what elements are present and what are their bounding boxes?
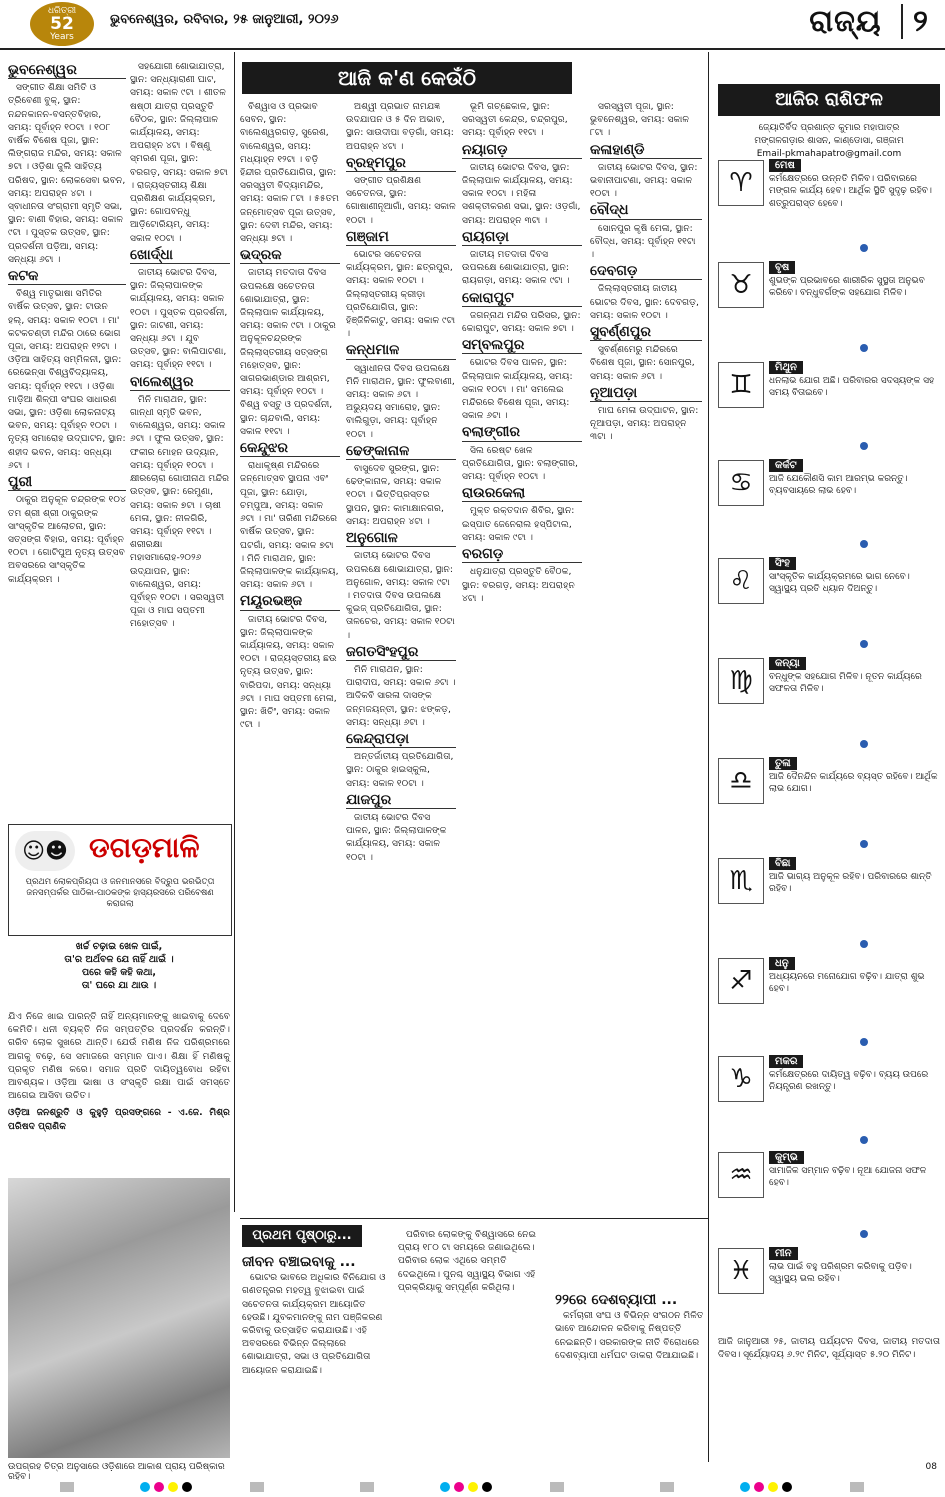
sign-text: ଆଜି ଦୈନନ୍ଦିନ କାର୍ଯ୍ୟରେ ବ୍ୟସ୍ତ ରହିବେ। ଆର୍ଥିକ ଲାଭ ଯୋଗ। bbox=[769, 771, 938, 794]
city-events: ଜାତୀୟ ଭୋଟର ଦିବସ, ସ୍ଥାନ: ଭବାନୀପାଟଣା, ସମୟ: ସକାଳ ୧୦ଟା । bbox=[590, 161, 698, 200]
horoscope-byline bbox=[718, 122, 940, 161]
city-events: ସରସ୍ୱତୀ ପୂଜା, ସ୍ଥାନ: ଭୁବନେଶ୍ୱର, ସମୟ: ସକାଳ ୮ଟା । bbox=[590, 101, 689, 139]
city-events: ଜାତୀୟ ଭୋଟର ଦିବସ, ସ୍ଥାନ: ଜିଲ୍ଲାପାଳଙ୍କ କାର୍ଯ୍ୟାଳୟ, ସମୟ: ସକାଳ ୧୦ଟା । ରାଜ୍ୟସ୍ତରୀୟ ଛଉ ନୃତ୍ୟ ଉତ୍ସବ, ସ୍ଥାନ: ବାରିପଦା, ସମୟ: ସନ୍ଧ୍ୟା ୬ଟା । ମାଘ ସପ୍ତମୀ ମେଳା, ସ୍ଥାନ: ଖିଚିଂ, ସମୟ: ସକାଳ ୯ଟା । bbox=[240, 613, 337, 731]
sign-pisces bbox=[718, 1248, 940, 1294]
logo-number: 52 bbox=[50, 13, 74, 34]
sign-leo bbox=[718, 558, 940, 604]
sign-name: କନ୍ୟା bbox=[769, 657, 806, 670]
aquarius-icon: ♒ bbox=[718, 1152, 764, 1198]
sign-text: ଶୁଭଙ୍କ ପ୍ରଭାବରେ ଶାରୀରିକ ସୁସ୍ଥତା ଅନୁଭବ କରିବେ। ବନ୍ଧୁବର୍ଗଙ୍କ ସହଯୋଗ ମିଳିବ। bbox=[769, 275, 925, 298]
cartoon-title: ଡଗଡ଼ମାଳି bbox=[89, 831, 200, 864]
sagittarius-icon: ♐ bbox=[718, 958, 764, 1004]
divider-dot bbox=[860, 740, 868, 748]
city-heading: ସୁବର୍ଣ୍ଣପୁର bbox=[590, 326, 702, 341]
cartoon-faces-icon: ☺☻ bbox=[15, 831, 75, 871]
satellite-caption: ଉପଗ୍ରହ ଚିତ୍ର ଅନୁସାରେ ଓଡ଼ିଶାରେ ଆକାଶ ପ୍ରାୟ ପରିଷ୍କାର ରହିବ। bbox=[8, 1462, 225, 1482]
city-heading: ପୁରୀ bbox=[8, 476, 126, 491]
city-heading: କୋରାପୁଟ bbox=[462, 292, 582, 307]
continued-headline: ୨୨ରେ ଦେଶବ୍ୟାପୀ ... bbox=[555, 1292, 678, 1308]
sign-text: ସାଂସ୍କୃତିକ କାର୍ଯ୍ୟକ୍ରମରେ ଭାଗ ନେବେ। ସ୍ୱାସ୍ଥ୍ୟ ପ୍ରତି ଧ୍ୟାନ ଦିଅନ୍ତୁ। bbox=[769, 571, 910, 594]
logo-years: Years bbox=[50, 31, 74, 42]
poem-line: ତା'ର ଅର୍ଥବଳ ଯେ ନାହିଁ ଥାଇଁ । bbox=[64, 954, 174, 965]
city-events: ଜାତୀୟ ମତଦାତା ଦିବସ ଉପଲକ୍ଷେ ଶୋଭାଯାତ୍ରା, ସ୍ଥାନ: ରାୟଗଡ଼ା, ସମୟ: ସକାଳ ୯ଟା । bbox=[462, 249, 570, 287]
page-number: 08 bbox=[925, 1462, 937, 1472]
astrologer-email: Email-pkmahapatro@gmail.com bbox=[756, 149, 902, 159]
print-mark bbox=[850, 1482, 864, 1492]
city-heading: ରାୟଗଡ଼ା bbox=[462, 231, 582, 246]
city-events: ଭୋଟର ସଚେତନତା କାର୍ଯ୍ୟକ୍ରମ, ସ୍ଥାନ: ଛତ୍ରପୁର, ସମୟ: ସକାଳ ୧୦ଟା । ଜିଲ୍ଲାସ୍ତରୀୟ କ୍ରୀଡ଼ା ପ୍ରତିଯୋଗିତା, ସ୍ଥାନ: ହିଞ୍ଜିଳିକାଟୁ, ସମୟ: ସକାଳ ୯ଟା । bbox=[346, 249, 456, 340]
continued-text: ଭୋଟର ଭାବରେ ଅଧିକାର ବିନିଯୋଗ ଓ ଗଣତନ୍ତ୍ରର ମହତ୍ୱ ବୁଝାଇବା ପାଇଁ ସଚେତନତା କାର୍ଯ୍ୟକ୍ରମ ଆୟୋଜିତ ହେଉଛି। ଯୁବକମାନଙ୍କୁ ନାମ ପଞ୍ଜିକରଣ କରିବାକୁ ଉତ୍ସାହିତ କରାଯାଉଛି। ଏହି ଅବସରରେ ବିଭିନ୍ନ ଜିଲ୍ଲାରେ ଶୋଭାଯାତ୍ରା, ସଭା ଓ ପ୍ରତିଯୋଗିତା ଆୟୋଜନ କରାଯାଇଛି। bbox=[242, 1272, 386, 1376]
city-heading: ନୂଆପଡ଼ା bbox=[590, 387, 702, 402]
print-mark bbox=[550, 1482, 564, 1492]
continued-column-2 bbox=[398, 1228, 548, 1460]
city-events: ଜାତୀୟ ଭୋଟର ଦିବସ ପାଳନ, ସ୍ଥାନ: ଜିଲ୍ଲାପାଳଙ୍କ କାର୍ଯ୍ୟାଳୟ, ସମୟ: ସକାଳ ୧୦ଟା । bbox=[346, 811, 447, 863]
poem bbox=[8, 940, 230, 992]
city-events: ବାସୁଦେବ ସୁରଙ୍ଗ, ସ୍ଥାନ: ଢେଙ୍କାନାଳ, ସମୟ: ସକାଳ ୧୦ଟା । ଭିତ୍ତିପ୍ରସ୍ତର ସ୍ଥାପନ, ସ୍ଥାନ: କାମାକ୍ଷାନଗର, ସମୟ: ଅପରାହ୍ନ ୪ଟା । bbox=[346, 463, 444, 527]
sign-text: ଲାଭ ପାଇଁ ବହୁ ପରିଶ୍ରମ କରିବାକୁ ପଡ଼ିବ। ସ୍ୱାସ୍ଥ୍ୟ ଭଲ ରହିବ। bbox=[769, 1261, 912, 1284]
city-heading: ଢେଙ୍କାନାଳ bbox=[346, 445, 456, 460]
sign-name: ମିଥୁନ bbox=[769, 361, 803, 374]
capricorn-icon: ♑ bbox=[718, 1056, 764, 1102]
events-column-4 bbox=[346, 100, 456, 1210]
city-events: ସୋନପୁର କୃଷି ମେଳା, ସ୍ଥାନ: ବୌଦ୍ଧ, ସମୟ: ପୂର୍ବାହ୍ନ ୧୧ଟା । bbox=[590, 222, 696, 261]
divider-dot bbox=[860, 640, 868, 648]
sign-text: ସାମାଜିକ ସମ୍ମାନ ବଢ଼ିବ। ନୂଆ ଯୋଜନା ସଫଳ ହେବ। bbox=[769, 1165, 927, 1188]
cancer-icon: ♋ bbox=[718, 460, 764, 506]
cartoon-box bbox=[8, 824, 232, 936]
continued-label: ପ୍ରଥମ ପୃଷ୍ଠାରୁ... bbox=[242, 1225, 362, 1247]
city-heading: ଖୋର୍ଦ୍ଧା bbox=[130, 249, 230, 264]
sign-cancer bbox=[718, 460, 940, 506]
sign-text: କର୍ମକ୍ଷେତ୍ରରେ ଉନ୍ନତି ମିଳିବ। ପରିବାରରେ ମଙ୍ଗଳ କାର୍ଯ୍ୟ ହେବ। ଆର୍ଥିକ ସ୍ଥିତି ସୁଦୃଢ଼ ରହିବ। ଶତ୍ରୁପରାସ୍ତ ହେବେ। bbox=[769, 173, 932, 209]
city-events: ସଙ୍ଗୀତ ଶିକ୍ଷା ସମିତି ଓ ତ୍ରିବେଣୀ ବୁକ୍, ସ୍ଥାନ: ନନ୍ଦନକାନନ-ବସନ୍ତବିହାର, ସମୟ: ପୂର୍ବାହ୍ନ ୧୦ଟା । ୧୦୮ ବାର୍ଷିକ ବିଶେଷ ପୂଜା, ସ୍ଥାନ: ଲିଙ୍ଗରାଜ ମନ୍ଦିର, ସମୟ: ସକାଳ ୭ଟା । ଓଡ଼ିଶା ଜୁଲି ସାହିତ୍ୟ ପରିଷଦ, ସ୍ଥାନ: ଲୋକସେବା ଭବନ, ସମୟ: ଅପରାହ୍ନ ୪ଟା । ସ୍ବାଧୀନତା ସଂଗ୍ରାମୀ ସ୍ମୃତି ସଭା, ସ୍ଥାନ: ବାଣୀ ବିହାର, ସମୟ: ସକାଳ ୯ଟା । ପୁସ୍ତକ ଉତ୍ସବ, ସ୍ଥାନ: ପ୍ରଦର୍ଶନୀ ପଡ଼ିଆ, ସମୟ: ସନ୍ଧ୍ୟା ୬ଟା । bbox=[8, 82, 126, 265]
sign-name: ମେଷ bbox=[769, 159, 801, 172]
city-heading: ନୟାଗଡ଼ bbox=[462, 144, 582, 159]
city-events: ସହଯୋଗୀ ଶୋଭାଯାତ୍ରା, ସ୍ଥାନ: ସନ୍ଧ୍ୟାରାଣୀ ଘାଟ, ସମୟ: ସକାଳ ୯ଟା । ଶୀତଳ ଷଷ୍ଠୀ ଯାତ୍ରା ପ୍ରସ୍ତୁତି ବୈଠକ, ସ୍ଥାନ: ଜିଲ୍ଲାପାଳ କାର୍ଯ୍ୟାଳୟ, ସମୟ: ଅପରାହ୍ନ ୪ଟା । ବିଷ୍ଣୁ ସ୍ମରଣ ପୂଜା, ସ୍ଥାନ: ବରଗଡ଼, ସମୟ: ସକାଳ ୭ଟା । ରାଜ୍ୟସ୍ତରୀୟ ଶିକ୍ଷା ପ୍ରଶିକ୍ଷଣ କାର୍ଯ୍ୟକ୍ରମ, ସ୍ଥାନ: ଗୋପବନ୍ଧୁ ଆଡ଼ିଟୋରିୟମ୍, ସମୟ: ସକାଳ ୧୦ଟା । bbox=[130, 61, 228, 244]
city-events: ସୁବର୍ଣ୍ଣମେରୁ ମନ୍ଦିରରେ ବିଶେଷ ପୂଜା, ସ୍ଥାନ: ସୋନପୁର, ସମୟ: ସକାଳ ୬ଟା । bbox=[590, 344, 695, 382]
city-events: ଧନୁଯାତ୍ରା ପ୍ରସ୍ତୁତି ବୈଠକ, ସ୍ଥାନ: ବରଗଡ଼, ସମୟ: ଅପରାହ୍ନ ୪ଟା । bbox=[462, 566, 575, 604]
city-heading: କେନ୍ଦ୍ରାପଡ଼ା bbox=[346, 733, 456, 748]
city-events: ଅଶ୍ୱୀ ପ୍ରଭାତ ନାମଯଜ୍ଞ ଉଦଯାପନ ଓ ୫ ଦିନ ଅଭାବ, ସ୍ଥାନ: ସାଉଦୀପା ବଡ଼ଗାଁ, ସମୟ: ଅପରାହ୍ନ ୪ଟା । bbox=[346, 101, 454, 152]
city-heading: ଭୁବନେଶ୍ୱର bbox=[8, 64, 126, 79]
city-events: ମୁକ୍ତ ରକ୍ତଦାନ ଶିବିର, ସ୍ଥାନ: ଇସ୍ପାତ ଜେନେରାଲ ହସ୍ପିଟାଲ, ସମୟ: ସକାଳ ୯ଟା । bbox=[462, 505, 575, 543]
events-column-2 bbox=[130, 60, 230, 790]
story-credit: ଓଡ଼ିଆ ଜନଶ୍ରୁତି ଓ କୁହୁଡ଼ି ପ୍ରସଙ୍ଗରେ - ଏ.ଜେ. ମିଶ୍ର ପରିଷଦ ପ୍ରାଣିକ bbox=[8, 1107, 230, 1132]
city-heading: ବଲାଙ୍ଗୀର bbox=[462, 426, 582, 441]
events-column-6 bbox=[590, 100, 702, 1210]
city-events: ମିନି ମାରାଥନ, ସ୍ଥାନ: ପାରାଦୀପ, ସମୟ: ସକାଳ ୬ଟା । ଆଦିକବି ସାରଳା ଦାସଙ୍କ ଜନ୍ମଜୟନ୍ତୀ, ସ୍ଥାନ: ଝଙ୍କଡ଼, ସମୟ: ସନ୍ଧ୍ୟା ୬ଟା । bbox=[346, 663, 456, 728]
print-mark bbox=[360, 1482, 374, 1492]
sign-gemini bbox=[718, 362, 940, 408]
city-heading: ମୟୂରଭଞ୍ଜ bbox=[240, 595, 340, 610]
page-marker: ୨ bbox=[901, 4, 929, 39]
city-heading: କନ୍ଧମାଳ bbox=[346, 344, 456, 359]
city-events: ଜାତୀୟ ଭୋଟର ଦିବସ ଉପଲକ୍ଷେ ଶୋଭାଯାତ୍ରା, ସ୍ଥାନ: ଅନୁଗୋଳ, ସମୟ: ସକାଳ ୯ଟା । ମତଦାତା ଦିବସ ଉପଲକ୍ଷେ କୁଇଜ୍ ପ୍ରତିଯୋଗିତା, ସ୍ଥାନ: ତାଳଚେର, ସମୟ: ସକାଳ ୧୦ଟା । bbox=[346, 550, 455, 641]
city-heading: କଳାହାଣ୍ଡି bbox=[590, 144, 702, 159]
city-heading: ଅନୁଗୋଳ bbox=[346, 532, 456, 547]
city-heading: ଦେବଗଡ଼ bbox=[590, 265, 702, 280]
virgo-icon: ♍ bbox=[718, 658, 764, 704]
sign-aries bbox=[718, 160, 940, 210]
continued-column-3 bbox=[555, 1290, 705, 1460]
print-mark bbox=[60, 1482, 74, 1492]
city-heading: ବରଗଡ଼ bbox=[462, 548, 582, 563]
section-divider bbox=[240, 1218, 708, 1219]
city-events: ରାଧାକୃଷ୍ଣ ମନ୍ଦିରରେ ଜନ୍ମୋତ୍ସବ ସ୍ଥାପନା ଏବଂ ପୂଜା, ସ୍ଥାନ: ଯୋଡ଼ା, ଚମ୍ପୁଆ, ସମୟ: ସକାଳ ୬ଟା । ମା' ତାରିଣୀ ମନ୍ଦିରରେ ବାର୍ଷିକ ଉତ୍ସବ, ସ୍ଥାନ: ଘଟଗାଁ, ସମୟ: ସକାଳ ୭ଟା । ମିନି ମାରାଥନ, ସ୍ଥାନ: ଜିଲ୍ଲାପାଳଙ୍କ କାର୍ଯ୍ୟାଳୟ, ସମୟ: ସକାଳ ୬ଟା । bbox=[240, 460, 339, 591]
city-heading: ଗଞ୍ଜାମ bbox=[346, 231, 456, 246]
cartoon-subtitle: ପ୍ରଥମ ଲୋକପ୍ରିୟତା ଓ ଜନମାନସରେ ବିଦ୍ରୁପ ଭରଭିତ୍ତା ଜନସମ୍ପର୍କର ପାଠିକା-ପାଠକଙ୍କ ହାସ୍ୟରସରେ ପରିବେଷଣ କରାଗଲା bbox=[25, 877, 215, 909]
astrologer-name: ଜ୍ୟୋତିର୍ବିଦ ପ୍ରଶାନ୍ତ କୁମାର ମହାପାତ୍ର bbox=[758, 123, 900, 133]
city-events: ଭୋଟର ଦିବସ ପାଳନ, ସ୍ଥାନ: ଜିଲ୍ଲାପାଳ କାର୍ଯ୍ୟାଳୟ, ସମୟ: ସକାଳ ୧୦ଟା । ମା' ସମଲେଇ ମନ୍ଦିରରେ ବିଶେଷ ପୂଜା, ସମୟ: ସକାଳ ୬ଟା । bbox=[462, 357, 573, 422]
page-header bbox=[0, 0, 945, 50]
sign-name: କର୍କଟ bbox=[769, 459, 803, 472]
city-heading: କଟକ bbox=[8, 270, 126, 285]
continued-headline: ଜୀବନ ବଞ୍ଚାଇବାକୁ ... bbox=[242, 1254, 356, 1270]
scorpio-icon: ♏ bbox=[718, 858, 764, 904]
city-heading: ବ୍ରହ୍ମପୁର bbox=[346, 157, 456, 172]
divider-dot bbox=[860, 840, 868, 848]
poem-line: ତା' ଘରେ ଯା ଥାଉ । bbox=[81, 980, 157, 991]
divider-dot bbox=[860, 1136, 868, 1144]
events-column-3 bbox=[240, 100, 340, 1210]
sign-name: କୁମ୍ଭ bbox=[769, 1151, 804, 1164]
today-info: ଆଜି ଜାନୁଆରୀ ୨୫, ଜାତୀୟ ପର୍ଯ୍ୟଟନ ଦିବସ, ଜାତୀୟ ମତଦାତା ଦିବସ। ସୂର୍ଯ୍ୟୋଦୟ ୬.୨୯ ମିନିଟ, ସୂର୍ଯ୍ୟାସ୍ତ ୫.୨୦ ମିନିଟ। bbox=[718, 1337, 940, 1360]
city-heading: ଭଦ୍ରକ bbox=[240, 249, 340, 264]
city-events: ବିଶ୍ୱ ମାତୃଭାଷା ସମିତିର ବାର୍ଷିକ ଉତ୍ସବ, ସ୍ଥାନ: ଟାଉନ ହଲ୍, ସମୟ: ସକାଳ ୧୦ଟା । ମା' କଟକଚଣ୍ଡୀ ମନ୍ଦିର ଠାରେ ଭୋଗ ପୂଜା, ସମୟ: ଅପରାହ୍ନ ୧୨ଟା । ଓଡ଼ିଆ ସାହିତ୍ୟ ସମ୍ମିଳନୀ, ସ୍ଥାନ: ରେଭେନ୍ସା ବିଶ୍ୱବିଦ୍ୟାଳୟ, ସମୟ: ପୂର୍ବାହ୍ନ ୧୧ଟା । ଓଡ଼ିଶା ମାଡ଼ିଆ ଶିଳ୍ପୀ ସଂଘର ସାଧାରଣ ସଭା, ସ୍ଥାନ: ଓଡ଼ିଶା ଲୋକନାଟ୍ୟ ଭବନ, ସମୟ: ପୂର୍ବାହ୍ନ ୧୦ଟା । ନୃତ୍ୟ ସମାରୋହ ଉଦ୍‌ଘାଟନ, ସ୍ଥାନ: ଶହୀଦ ଭବନ, ସମୟ: ସନ୍ଧ୍ୟା ୬ଟା । bbox=[8, 288, 126, 471]
city-heading: ବାଲେଶ୍ୱର bbox=[130, 376, 230, 391]
poem-line: ଖର୍ଚ୍ଚ ଚଢ଼ାଇ ଖେଳ ପାଇଁ, bbox=[75, 941, 163, 952]
astrologer-address: ମଙ୍ଗଳଗଡ଼ାର ଶାସନ, କାଣ୍ଡୋସା, ଗଞ୍ଜାମ bbox=[754, 136, 904, 146]
sign-text: କର୍ମକ୍ଷେତ୍ରରେ ଦାୟିତ୍ୱ ବଢ଼ିବ। ବ୍ୟୟ ଉପରେ ନିୟନ୍ତ୍ରଣ ରଖନ୍ତୁ। bbox=[769, 1069, 929, 1092]
sign-text: ଧନଲାଭ ଯୋଗ ଅଛି। ପରିବାରର ସଦସ୍ୟଙ୍କ ସହ ସମୟ ବିତାଇବେ। bbox=[769, 375, 935, 398]
city-events: ଭୂମି ଗଚ୍ଛେକାଳ, ସ୍ଥାନ: ସରସ୍ୱତୀ କେନ୍ଦ୍ର, ଚନ୍ଦ୍ରପୁର, ସମୟ: ପୂର୍ବାହ୍ନ ୧୧ଟା । bbox=[462, 101, 568, 139]
pisces-icon: ♓ bbox=[718, 1248, 764, 1294]
sign-name: ମୀନ bbox=[769, 1247, 798, 1260]
libra-icon: ♎ bbox=[718, 758, 764, 804]
gemini-icon: ♊ bbox=[718, 362, 764, 408]
events-banner: ଆଜି କ'ଣ କେଉଁଠି bbox=[242, 62, 572, 94]
print-mark bbox=[660, 1482, 674, 1492]
sign-scorpio bbox=[718, 858, 940, 904]
sign-name: ଧନୁ bbox=[769, 957, 795, 970]
color-registration bbox=[140, 1482, 192, 1492]
sign-sagittarius bbox=[718, 958, 940, 1004]
sign-name: ବିଛା bbox=[769, 857, 796, 870]
events-column-5 bbox=[462, 100, 582, 1210]
sign-name: ସିଂହ bbox=[769, 557, 796, 570]
city-events: ଜାତୀୟ ଭୋଟର ଦିବସ, ସ୍ଥାନ: ଜିଲ୍ଲାପାଳଙ୍କ କାର୍ଯ୍ୟାଳୟ, ସମୟ: ସକାଳ ୧୦ଟା । ପୁସ୍ତକ ପ୍ରଦର୍ଶନୀ, ସ୍ଥାନ: ଜାଟଣୀ, ସମୟ: ସନ୍ଧ୍ୟା ୬ଟା । ଯୁବ ଉତ୍ସବ, ସ୍ଥାନ: ବାଲିପାଟଣା, ସମୟ: ପୂର୍ବାହ୍ନ ୧୧ଟା । bbox=[130, 267, 228, 371]
color-registration bbox=[440, 1482, 492, 1492]
divider-dot bbox=[860, 1038, 868, 1046]
sign-libra bbox=[718, 758, 940, 804]
sign-virgo bbox=[718, 658, 940, 704]
sign-text: ଆଜି ଭାଗ୍ୟ ଅନୁକୂଳ ରହିବ। ପରିବାରରେ ଶାନ୍ତି ରହିବ। bbox=[769, 871, 932, 894]
sign-name: ମକର bbox=[769, 1055, 803, 1068]
city-events: ସିଲ ରେଷ୍ଟ ଖେଳ ପ୍ରତିଯୋଗିତା, ସ୍ଥାନ: ବଲାଙ୍ଗୀର, ସମୟ: ପୂର୍ବାହ୍ନ ୧୦ଟା । bbox=[462, 444, 578, 483]
sign-name: ତୁଳା bbox=[769, 757, 797, 770]
city-heading: ରାଉରକେଲା bbox=[462, 487, 582, 502]
city-heading: ବୌଦ୍ଧ bbox=[590, 204, 702, 219]
sign-aquarius bbox=[718, 1152, 940, 1198]
city-events: ମିନି ମାରାଥନ, ସ୍ଥାନ: ଗାନ୍ଧୀ ସ୍ମୃତି ଭବନ, ବାଲେଶ୍ୱର, ସମୟ: ସକାଳ ୬ଟା । ଫୁଲ ଉତ୍ସବ, ସ୍ଥାନ: ଫକୀର ମୋହନ ଉଦ୍ୟାନ, ସମୟ: ପୂର୍ବାହ୍ନ ୧୦ଟା । କ୍ଷୀରଚୋରା ଗୋପୀନାଥ ମନ୍ଦିର ଉତ୍ସବ, ସ୍ଥାନ: ରେମୁଣା, ସମୟ: ସକାଳ ୭ଟା । ଚାଷୀ ମେଳା, ସ୍ଥାନ: ନୀଳଗିରି, ସମୟ: ପୂର୍ବାହ୍ନ ୧୧ଟା । ଶରୀରକ୍ଷା ମହାସମାରୋହ-୨୦୨୬ ଉଦ୍‌ଯାପନ, ସ୍ଥାନ: ବାଲେଶ୍ୱର, ସମୟ: ପୂର୍ବାହ୍ନ ୧୦ଟା । ସରସ୍ୱତୀ ପୂଜା ଓ ମାଘ ସପ୍ତମୀ ମହୋତ୍ସବ । bbox=[130, 393, 230, 630]
city-events: ଜିଲ୍ଲାସ୍ତରୀୟ ଜାତୀୟ ଭୋଟର ଦିବସ, ସ୍ଥାନ: ଦେବଗଡ଼, ସମୟ: ସକାଳ ୧୦ଟା । bbox=[590, 283, 699, 321]
logo-text: ଧରିତ୍ରୀ bbox=[47, 5, 77, 16]
city-heading: ଯାଜପୁର bbox=[346, 794, 456, 809]
divider-dot bbox=[860, 940, 868, 948]
divider-dot bbox=[860, 344, 868, 352]
city-events: ଜାତୀୟ ଭୋଟର ଦିବସ, ସ୍ଥାନ: ଜିଲ୍ଲାପାଳ କାର୍ଯ୍ୟାଳୟ, ସମୟ: ସକାଳ ୧୦ଟା । ମହିଳା ସଶକ୍ତୀକରଣ ସଭା, ସ୍ଥାନ: ଓଡ଼ଗାଁ, ସମୟ: ଅପରାହ୍ନ ୩ଟା । bbox=[462, 161, 581, 226]
divider-dot bbox=[860, 540, 868, 548]
city-events: ସଙ୍ଗୀତ ପ୍ରଶିକ୍ଷଣ ସଚେତନତା, ସ୍ଥାନ: ଗୋଷାଣୀନୂଆଗାଁ, ସମୟ: ସକାଳ ୧୦ଟା । bbox=[346, 175, 456, 226]
city-events: ଜାତୀୟ ମତଦାତା ଦିବସ ଉପଲକ୍ଷେ ସଚେତନତା ଶୋଭାଯାତ୍ରା, ସ୍ଥାନ: ଜିଲ୍ଲାପାଳ କାର୍ଯ୍ୟାଳୟ, ସମୟ: ସକାଳ ୯ଟା । ଠାକୁର ଅନୁକୂଳଚନ୍ଦ୍ରଙ୍କ ଜିଲ୍ଲାସ୍ତରୀୟ ସତ୍ସଙ୍ଗ ମହୋତ୍ସବ, ସ୍ଥାନ: ସାଗରଭାଣ୍ଡାର ଆଶ୍ରମ, ସମୟ: ପୂର୍ବାହ୍ନ ୧୦ଟା । ବିଶ୍ୱ ବସ୍ତୁ ଓ ପ୍ରଦର୍ଶନୀ, ସ୍ଥାନ: ଚାନ୍ଦବାଲି, ସମୟ: ସକାଳ ୧୧ଟା । bbox=[240, 267, 336, 437]
horoscope-title: ଆଜିର ରାଶିଫଳ bbox=[718, 84, 940, 116]
cartoon-story bbox=[8, 1010, 230, 1133]
story-text: ଯିଏ ନିଜେ ଖାଇ ପାରନ୍ତି ନାହିଁ ଅନ୍ୟମାନଙ୍କୁ ଖାଇବାକୁ ଦେବେ କେମିତି। ଧନୀ ବ୍ୟକ୍ତି ନିଜ ସମ୍ପତ୍ତିର ପ୍ରଦର୍ଶନ କରନ୍ତି। ଗରିବ ଲୋକ ସୁଖରେ ଥାନ୍ତି। ଯେଉଁ ମଣିଷ ନିଜ ପରିଶ୍ରମରେ ଆଗକୁ ବଢ଼େ, ସେ ସମାଜରେ ସମ୍ମାନ ପାଏ। ଶିକ୍ଷା ହିଁ ମଣିଷକୁ ପ୍ରକୃତ ମଣିଷ କରେ। ସମାଜ ପ୍ରତି ଦାୟିତ୍ୱବୋଧ ରହିବା ଆବଶ୍ୟକ। ଓଡ଼ିଆ ଭାଷା ଓ ସଂସ୍କୃତି ରକ୍ଷା ପାଇଁ ସମସ୍ତେ ଆଗେଇ ଆସିବା ଉଚିତ। bbox=[8, 1011, 230, 1102]
city-heading: ଜଗତସିଂହପୁର bbox=[346, 646, 456, 661]
divider-dot bbox=[860, 442, 868, 450]
newspaper-logo bbox=[30, 2, 94, 46]
city-events: ବିଶ୍ୱାସ ଓ ପ୍ରଭାବ ସେବନ, ସ୍ଥାନ: ବାଲେଶ୍ୱରଗଡ଼, ସୁରେଶ, ବାଲେଶ୍ୱର, ସମୟ: ମଧ୍ୟାହ୍ନ ୧୨ଟା । ବଡ଼ି ହିନ୍ଦୀର ପ୍ରତିଯୋଗିତା, ସ୍ଥାନ: ସରସ୍ୱତୀ ବିଦ୍ୟାମନ୍ଦିର, ସମୟ: ସକାଳ ୮ଟା । ୫୫ତମ ଜନ୍ମୋତ୍ସବ ପୂଜା ଉତ୍ସବ, ସ୍ଥାନ: ଦେବୀ ମନ୍ଦିର, ସମୟ: ସନ୍ଧ୍ୟା ୭ଟା । bbox=[240, 101, 340, 245]
city-events: ଅନ୍ତର୍ଜାତୀୟ ପ୍ରତିଯୋଗିତା, ସ୍ଥାନ: ଠାକୁର ହାଇସ୍କୁଲ, ସମୟ: ସକାଳ ୧୦ଟା । bbox=[346, 751, 454, 789]
city-events: ଜଗନ୍ନାଥ ମନ୍ଦିର ପରିସର, ସ୍ଥାନ: କୋରାପୁଟ, ସମୟ: ସକାଳ ୭ଟା । bbox=[462, 309, 581, 335]
poem-line: ପରେ କହି କହି କଥା, bbox=[81, 967, 156, 978]
city-events: ଠାକୁର ଅନୁକୂଳ ଚନ୍ଦ୍ରଙ୍କ ୧୦୪ ତମ ଶ୍ରୀ ଶ୍ରୀ ଠାକୁରଙ୍କ ସାଂସ୍କୃତିକ ଆଲୋଚନା, ସ୍ଥାନ: ସତ୍ସଙ୍ଗ ବିହାର, ସମୟ: ପୂର୍ବାହ୍ନ ୧୦ଟା । ଗୋଟିପୁଅ ନୃତ୍ୟ ଉତ୍ସବ ଅବସରରେ ସାଂସ୍କୃତିକ କାର୍ଯ୍ୟକ୍ରମ । bbox=[8, 494, 126, 585]
sign-text: ଆଜି ଯେକୌଣସି କାମ ଆରମ୍ଭ କରନ୍ତୁ। ବ୍ୟବସାୟରେ ଲାଭ ହେବ। bbox=[769, 473, 908, 496]
sign-taurus bbox=[718, 262, 940, 308]
continued-text: କର୍ମଚାରୀ ସଂଘ ଓ ବିଭିନ୍ନ ସଂଗଠନ ମିଳିତ ଭାବେ ଆନ୍ଦୋଳନ କରିବାକୁ ନିଷ୍ପତ୍ତି ନେଇଛନ୍ତି। ସରକାରଙ୍କ ନୀତି ବିରୋଧରେ ଦେଶବ୍ୟାପୀ ଧର୍ମଘଟ ଡାକରା ଦିଆଯାଇଛି। bbox=[555, 1310, 704, 1361]
sign-text: ବନ୍ଧୁଙ୍କ ସହଯୋଗ ମିଳିବ। ନୂତନ କାର୍ଯ୍ୟରେ ସଫଳତା ମିଳିବ। bbox=[769, 671, 922, 694]
city-heading: ସମ୍ବଲପୁର bbox=[462, 339, 582, 354]
continued-column-1 bbox=[242, 1252, 392, 1460]
satellite-image bbox=[8, 1178, 230, 1458]
sign-text: ଅଧ୍ୟୟନରେ ମନୋଯୋଗ ବଢ଼ିବ। ଯାତ୍ରା ଶୁଭ ହେବ। bbox=[769, 971, 925, 994]
divider-dot bbox=[860, 1230, 868, 1238]
city-events: ସ୍ୱାଧୀନତା ଦିବସ ଉପଲକ୍ଷେ ମିନି ମାରାଥନ, ସ୍ଥାନ: ଫୁଲବାଣୀ, ସମୟ: ସକାଳ ୬ଟା । ଅଭ୍ୟୁଦୟ ସମାରୋହ, ସ୍ଥାନ: ବାଲିଗୁଡ଼ା, ସମୟ: ପୂର୍ବାହ୍ନ ୧୦ଟା । bbox=[346, 362, 455, 440]
divider-dot bbox=[860, 244, 868, 252]
column-separator bbox=[708, 52, 709, 1462]
events-column-1 bbox=[8, 60, 126, 790]
dateline: ଭୁବନେଶ୍ୱର, ରବିବାର, ୨୫ ଜାନୁଆରୀ, ୨୦୨୬ bbox=[110, 12, 339, 27]
aries-icon: ♈ bbox=[718, 160, 764, 206]
continued-text: ପରିବାର ଲୋକଙ୍କୁ ବିଶ୍ୱାସରେ ନେଇ ପ୍ରାୟ ୧୮୦ ଟା ସମୟରେ ଜଣାଇଥିଲେ। ପରିବାର ଲୋକ ଏଥିରେ ସମ୍ମତି ଦେଇଥିଲେ। ପୁନଶ୍ଚ ସ୍ୱାସ୍ଥ୍ୟ ବିଭାଗ ଏହି ପ୍ରକ୍ରିୟାକୁ ସମ୍ପୂର୍ଣ୍ଣ କରିଥିଲା। bbox=[398, 1229, 537, 1293]
city-heading: କେନ୍ଦୁଝର bbox=[240, 442, 340, 457]
sign-name: ବୃଷ bbox=[769, 261, 795, 274]
city-events: ମାଘ ମେଳା ଉଦ୍‌ଘାଟନ, ସ୍ଥାନ: ନୂଆପଡ଼ା, ସମୟ: ଅପରାହ୍ନ ୩ଟା । bbox=[590, 405, 699, 443]
sign-capricorn bbox=[718, 1056, 940, 1102]
leo-icon: ♌ bbox=[718, 558, 764, 604]
section-title bbox=[809, 4, 929, 39]
print-marks bbox=[0, 1478, 945, 1497]
section-name: ରାଜ୍ୟ bbox=[809, 4, 882, 39]
taurus-icon: ♉ bbox=[718, 262, 764, 308]
column-separator bbox=[234, 52, 235, 1212]
print-mark bbox=[250, 1482, 264, 1492]
color-registration bbox=[740, 1482, 792, 1492]
